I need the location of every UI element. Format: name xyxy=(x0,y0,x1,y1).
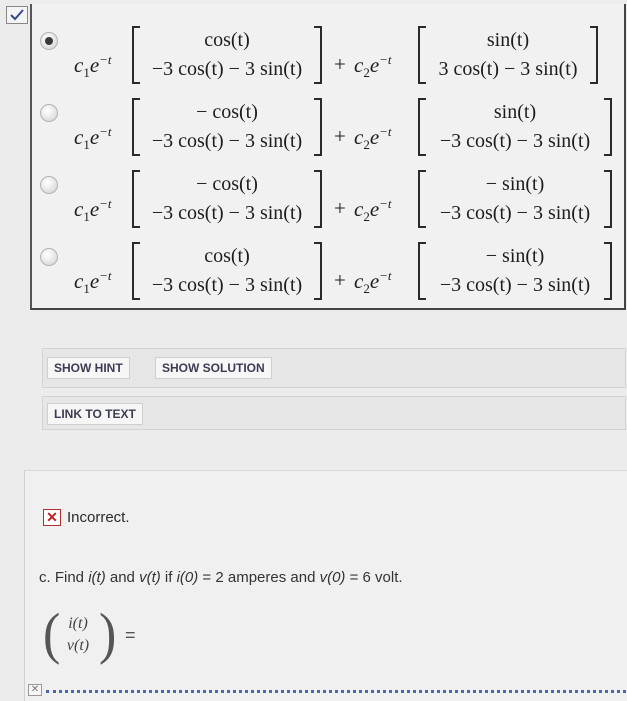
coefficient-c2: $c_2e^{-t}$ xyxy=(354,124,392,153)
checkmark-badge-icon xyxy=(6,6,28,24)
plus-sign: + xyxy=(334,268,346,292)
vector-1-bottom: −3 cos(t) − 3 sin(t) xyxy=(151,58,303,80)
x-checkbox-icon[interactable]: ✕ xyxy=(28,684,42,696)
vector-1 xyxy=(132,26,322,86)
dotted-divider xyxy=(46,690,626,693)
choice-4[interactable] xyxy=(32,228,627,302)
coefficient-c2: $c_2e^{-t}$ xyxy=(354,52,392,81)
vector-1 xyxy=(132,242,322,302)
coefficient-c1: $c_1e^{-t}$ xyxy=(74,196,112,225)
vector-2 xyxy=(418,98,612,158)
show-solution-button[interactable]: SHOW SOLUTION xyxy=(155,357,272,379)
right-parenthesis: ) xyxy=(99,603,117,666)
link-button-panel xyxy=(42,396,626,430)
choice-3[interactable] xyxy=(32,156,627,230)
vector-2-top: − sin(t) xyxy=(485,173,545,195)
plus-sign: + xyxy=(334,124,346,148)
hint-button-panel xyxy=(42,348,626,388)
radio-button-choice-3[interactable] xyxy=(40,176,58,194)
plus-sign: + xyxy=(334,52,346,76)
vector-1 xyxy=(132,98,322,158)
vector-2-bottom: −3 cos(t) − 3 sin(t) xyxy=(439,274,591,296)
equals-sign: = xyxy=(125,625,136,645)
vector-1-top: − cos(t) xyxy=(196,101,258,123)
vector-2-bottom: −3 cos(t) − 3 sin(t) xyxy=(439,202,591,224)
answer-vector-bottom: v(t) xyxy=(66,637,90,654)
coefficient-c1: $c_1e^{-t}$ xyxy=(74,124,112,153)
vector-2-top: − sin(t) xyxy=(485,245,545,267)
vector-1-bottom: −3 cos(t) − 3 sin(t) xyxy=(151,274,303,296)
incorrect-status: Incorrect. xyxy=(67,509,130,526)
vector-2-top: sin(t) xyxy=(493,101,537,123)
result-panel xyxy=(24,470,627,701)
vector-1-top: − cos(t) xyxy=(196,173,258,195)
left-parenthesis: ( xyxy=(43,603,61,666)
coefficient-c2: $c_2e^{-t}$ xyxy=(354,268,392,297)
choice-2[interactable] xyxy=(32,84,627,158)
x-mark-icon: ✕ xyxy=(43,509,61,526)
vector-2 xyxy=(418,26,598,86)
vector-2-bottom: −3 cos(t) − 3 sin(t) xyxy=(439,130,591,152)
vector-2-bottom: 3 cos(t) − 3 sin(t) xyxy=(438,58,578,80)
vector-1 xyxy=(132,170,322,230)
radio-button-choice-4[interactable] xyxy=(40,248,58,266)
radio-button-choice-2[interactable] xyxy=(40,104,58,122)
show-hint-button[interactable]: SHOW HINT xyxy=(47,357,130,379)
vector-1-top: cos(t) xyxy=(204,29,250,51)
vector-2 xyxy=(418,170,612,230)
answer-choices xyxy=(30,4,626,310)
radio-button-choice-1[interactable] xyxy=(40,32,58,50)
coefficient-c1: $c_1e^{-t}$ xyxy=(74,52,112,81)
coefficient-c2: $c_2e^{-t}$ xyxy=(354,196,392,225)
question-text: c. Find i(t) and v(t) if i(0) = 2 amperes and v(0) = 6 volt. xyxy=(39,569,403,586)
choice-1[interactable] xyxy=(32,12,627,86)
vector-1-top: cos(t) xyxy=(204,245,250,267)
coefficient-c1: $c_1e^{-t}$ xyxy=(74,268,112,297)
plus-sign: + xyxy=(334,196,346,220)
link-to-text-button[interactable]: LINK TO TEXT xyxy=(47,403,143,425)
vector-1-bottom: −3 cos(t) − 3 sin(t) xyxy=(151,130,303,152)
answer-vector-top: i(t) xyxy=(68,615,88,632)
vector-2 xyxy=(418,242,612,302)
vector-2-top: sin(t) xyxy=(486,29,530,51)
vector-1-bottom: −3 cos(t) − 3 sin(t) xyxy=(151,202,303,224)
